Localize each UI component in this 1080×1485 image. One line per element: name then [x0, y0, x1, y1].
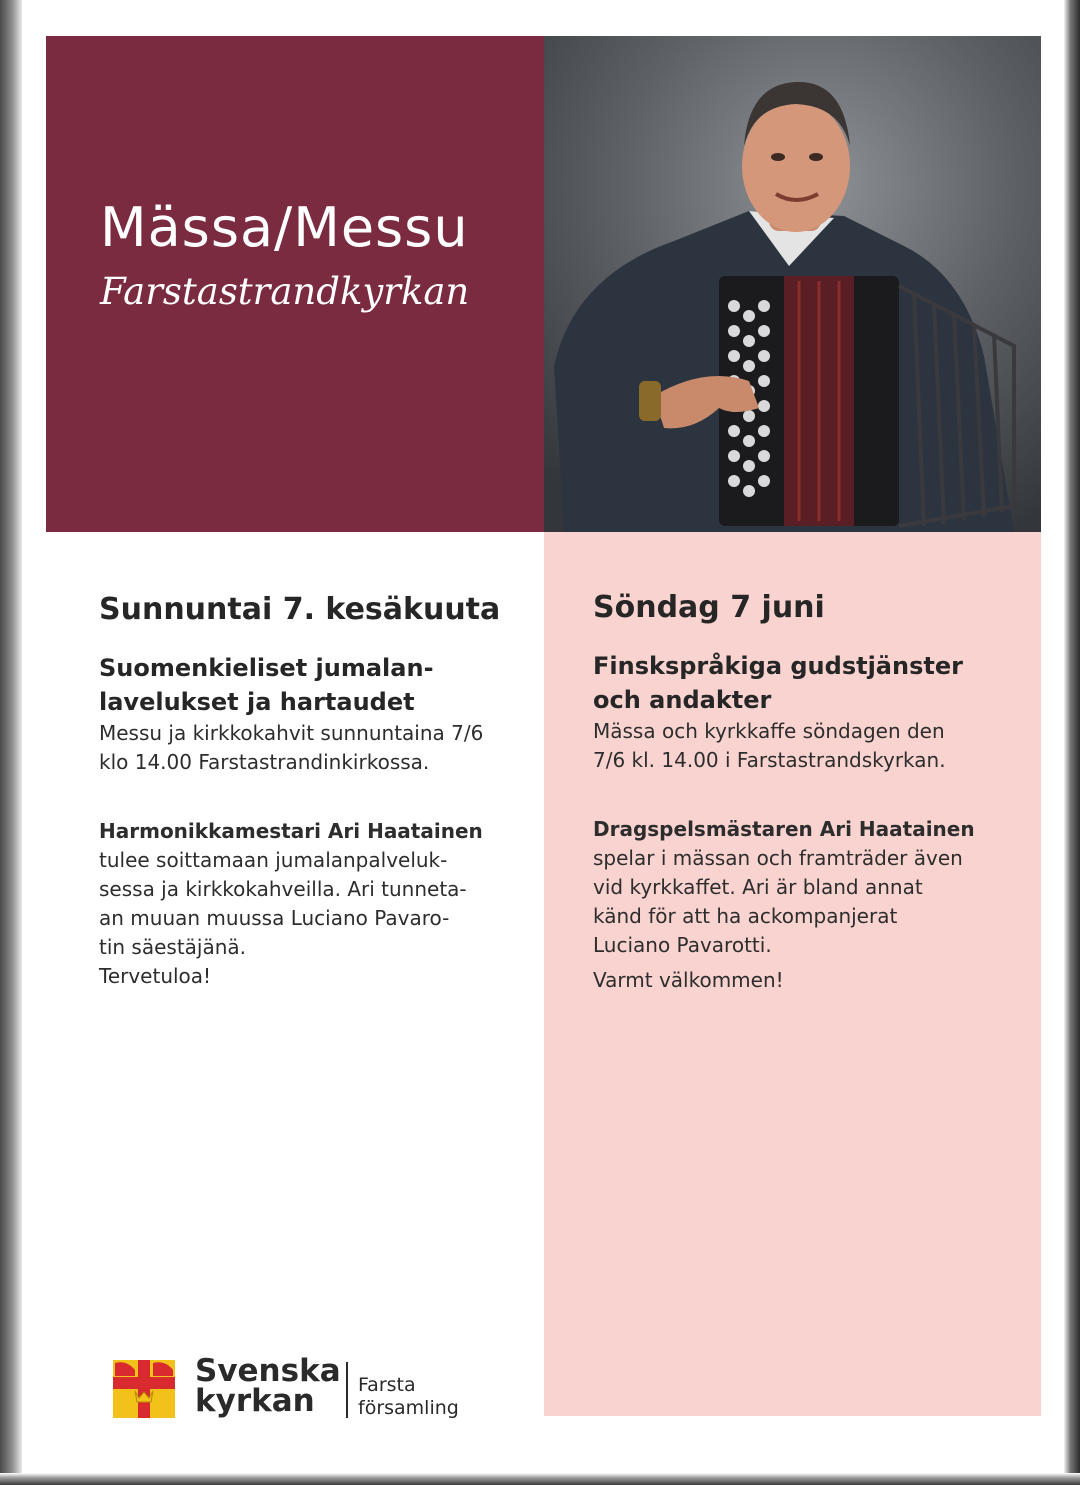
finnish-column — [99, 592, 539, 991]
scan-edge-left — [0, 0, 22, 1485]
finnish-heading-line-1: Suomenkieliset jumalan- — [99, 654, 434, 682]
finnish-detail-line-1: tulee soittamaan jumalanpalveluk- — [99, 848, 448, 872]
church-name: Farstastrandkyrkan — [100, 270, 470, 313]
finnish-intro-line-1: Messu ja kirkkokahvit sunnuntaina 7/6 — [99, 721, 484, 745]
finnish-intro-line-2: klo 14.00 Farstastrandinkirkossa. — [99, 750, 430, 774]
finnish-musician: Harmonikkamestari Ari Haatainen — [99, 819, 483, 843]
finnish-detail-line-3: an muuan muussa Luciano Pavaro- — [99, 906, 450, 930]
swedish-detail-line-3: känd för att ha ackompanjerat — [593, 904, 898, 928]
logo-wordmark — [195, 1353, 341, 1419]
swedish-intro-line-1: Mässa och kyrkkaffe söndagen den — [593, 719, 945, 743]
svenska-kyrkan-logo — [113, 1353, 493, 1420]
church-cross-crown-icon — [113, 1360, 175, 1418]
swedish-welcome: Varmt välkommen! — [593, 968, 784, 992]
swedish-date: Söndag 7 juni — [593, 590, 825, 625]
logo-divider — [346, 1362, 348, 1418]
logo-wordmark-line-2: kyrkan — [195, 1383, 315, 1419]
finnish-date: Sunnuntai 7. kesäkuuta — [99, 592, 501, 627]
finnish-detail-line-2: sessa ja kirkkokahveilla. Ari tunneta- — [99, 877, 467, 901]
swedish-detail-line-4: Luciano Pavarotti. — [593, 933, 772, 957]
swedish-detail-line-2: vid kyrkkaffet. Ari är bland annat — [593, 875, 923, 899]
finnish-heading-line-2: lavelukset ja hartaudet — [99, 688, 415, 716]
swedish-detail-line-1: spelar i mässan och framträder även — [593, 846, 963, 870]
logo-wordmark-line-1: Svenska — [195, 1353, 341, 1389]
swedish-heading-line-2: och andakter — [593, 686, 772, 714]
scan-edge-bottom — [0, 1473, 1080, 1485]
swedish-musician: Dragspelsmästaren Ari Haatainen — [593, 817, 975, 841]
swedish-heading-line-1: Finskspråkiga gudstjänster — [593, 652, 963, 680]
photo-illustration — [544, 36, 1041, 532]
swedish-intro-line-2: 7/6 kl. 14.00 i Farstastrandskyrkan. — [593, 748, 946, 772]
accordion-player-photo — [544, 36, 1041, 532]
logo-parish-line-1: Farsta — [358, 1374, 416, 1396]
logo-parish-line-2: församling — [358, 1397, 459, 1419]
finnish-welcome: Tervetuloa! — [99, 964, 212, 988]
finnish-detail-line-4: tin säestäjänä. — [99, 935, 247, 959]
logo-parish — [358, 1374, 459, 1420]
swedish-column — [593, 590, 1023, 995]
page-title: Mässa/Messu — [100, 196, 469, 259]
scan-edge-right — [1064, 0, 1080, 1485]
